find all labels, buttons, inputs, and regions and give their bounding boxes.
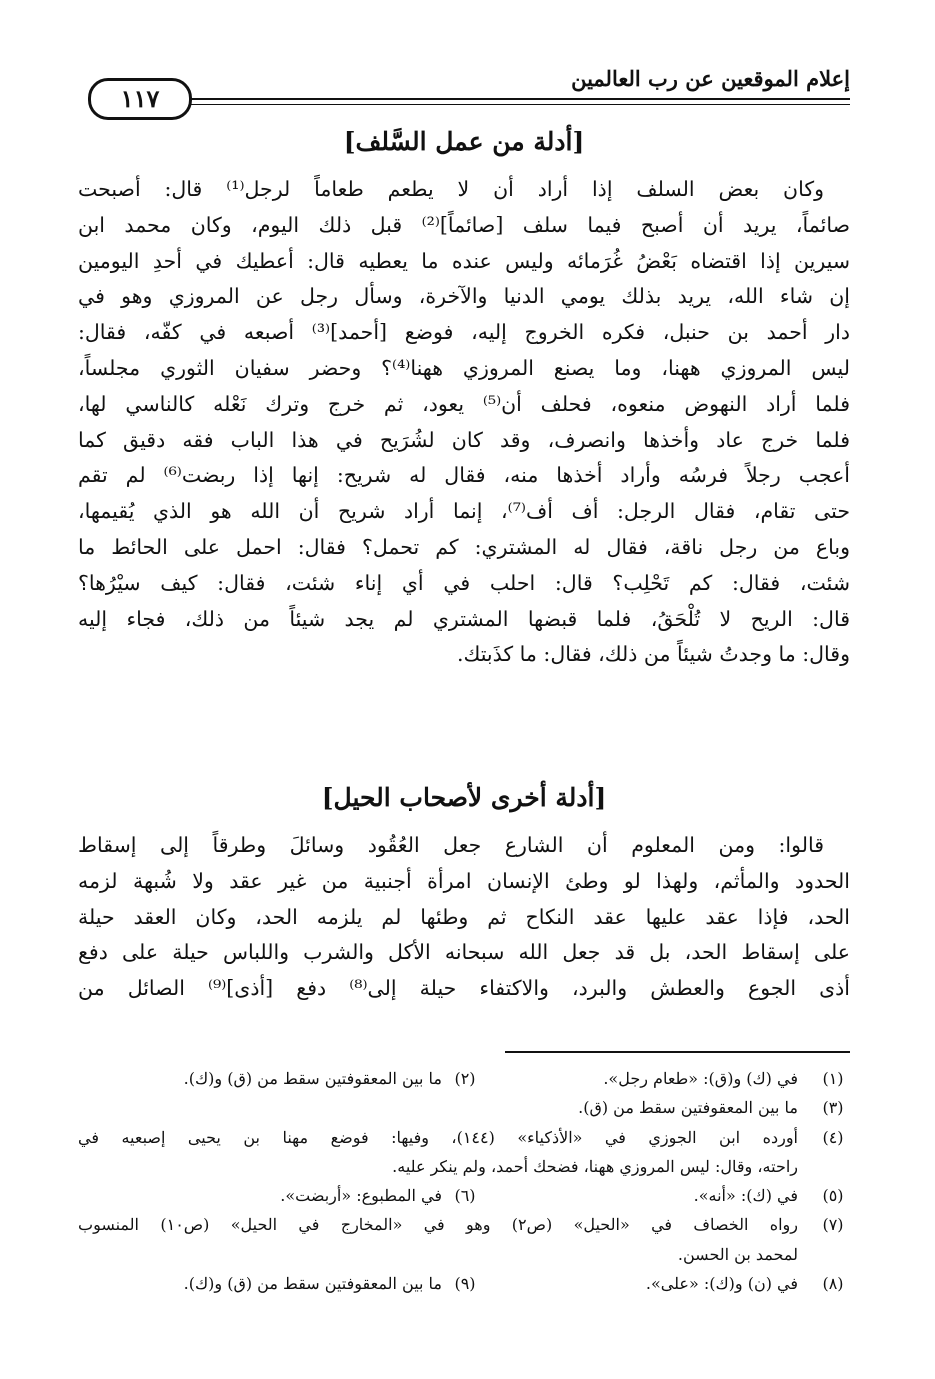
paragraph-salaf [78,172,850,673]
footnotes [78,1064,850,1298]
footnote-row [78,1181,850,1210]
text-line: الحد، فإذا عقد عليها عقد النكاح ثم وطئها لم يلزمه الحد، وكان العقد حيلة [78,904,850,929]
section-heading-hiyal: [أدلة أخرى لأصحاب الحيل] [321,783,607,812]
text-line: وكان بعض السلف إذا أراد أن لا يطعم طعاماً لرجل⁽¹⁾ قال: أصبحت [78,177,824,201]
footnote-3 [78,1093,850,1122]
header-rule [190,98,850,100]
footnote-row [78,1269,850,1298]
footnote-text: رواه الخصاف في «الحيل» (ص٢) وهو في «المخارج في الحيل» (ص١٠) المنسوب [78,1215,799,1235]
text-line: أعجب رجلاً فرسُه وأراد أخذها منه، فقال له شريح: إنها إذا ربضت⁽⁶⁾ لم تقم [78,463,850,488]
text-line: سيرين إذا اقتضاه بَعْضُ غُرَمائه وليس عنده ما يعطيه قال: أعطيك في أحدِ اليومين [78,248,850,273]
footnote-text: راحته، وقال: ليس المروزي ههنا، فضحك أحمد، ولم ينكر عليه. [392,1156,798,1176]
footnote-text: لمحمد بن الحسن. [677,1244,798,1264]
page-number: ١١٧ [88,78,192,120]
text-line: دار أحمد بن حنبل، فكره الخروج إليه، فوضع [أحمد]⁽³⁾ أصبعه في كفّه، فقال: [78,320,850,345]
footnote-number: (١) [822,1069,844,1088]
footnote-text: ما بين المعقوفتين سقط من (ق) و(ك). [183,1069,442,1088]
text-line: وقال: ما وجدتُ شيئاً من ذلك، فقال: ما كذَبتك. [456,642,850,667]
text-line: قال: الريح لا تُلْحَقُ، فلما قبضها المشتري لم يجد شيئاً من ذلك، فجاء إليه [78,606,850,631]
footnote-7-continued [78,1240,850,1269]
text-line: على إسقاط الحد، بل قد جعل الله سبحانه الأكل والشرب واللباس حيلة على دفع [78,940,850,965]
footnote-7 [78,1210,850,1239]
footnote-4 [78,1123,850,1152]
section-heading-salaf: [أدلة من عمل السَّلف] [343,127,585,156]
footnote-number: (٣) [822,1098,844,1118]
footnote-text: في (ك) و(ق): «طعام رجل». [603,1069,798,1088]
paragraph-hiyal [78,828,850,1007]
text-line: صائماً، يريد أن أصبح فيما سلف [صائماً]⁽²⁾ قبل ذلك اليوم، وكان محمد ابن [78,212,850,237]
footnote-row [78,1064,850,1093]
text-line: أذى الجوع والعطش والبرد، والاكتفاء حيلة إلى⁽⁸⁾ دفع [أذى]⁽⁹⁾ الصائل من [78,976,850,1001]
running-header [78,58,850,114]
text-line: قالوا: ومن المعلوم أن الشارع جعل العُقُود وسائلَ وطرقاً إلى إسقاط [78,833,824,857]
footnote-text: ما بين المعقوفتين سقط من (ق) و(ك). [183,1274,442,1294]
footnote-text: ما بين المعقوفتين سقط من (ق). [578,1098,798,1118]
footnote-number: (٤) [822,1127,844,1147]
text-line: فلما خرج عاد وأخذها وانصرف، وقد كان لشُرَيح في هذا الباب فقه دقيق كما [78,427,850,452]
text-line: شئت، فقال: كم تَحْلِب؟ قال: احلب في أي إناء شئت، فقال: كيف سيْرُها؟ [78,570,850,595]
footnote-number: (٦) [454,1186,476,1206]
footnote-4-continued [78,1152,850,1181]
text-line: ليس المروزي ههنا، وما يصنع المروزي ههنا⁽⁴⁾؟ وحضر سفيان الثوري مجلساً، [78,355,850,380]
text-line: إن شاء الله، يريد بذلك يومي الدنيا والآخرة، وسأل رجل عن المروزي وهو في [78,284,850,309]
footnote-text: أورده ابن الجوزي في «الأذكياء» (١٤٤)، وفيها: فوضع مهنا بن يحيى إصبعيه في [78,1127,799,1147]
footnote-number: (٢) [454,1069,476,1088]
footnote-text: في المطبوع: «أربضت». [280,1186,442,1206]
text-line: الحدود والمأثم، ولهذا لو وطئ الإنسان امرأة أجنبية من غير عقد ولا شُبهة لزمه [78,868,850,893]
text-line: حتى تقام، فقال الرجل: أف أف⁽⁷⁾، إنما أراد شريح أن الله هو الذي يُقيمها، [78,499,850,524]
footnote-text: في (ك): «أنه». [693,1186,798,1206]
footnote-number: (٥) [822,1186,844,1206]
header-rule-thin [190,104,850,105]
footnote-text: في (ن) و(ك): «على». [645,1274,798,1294]
footnote-number: (٧) [822,1215,844,1235]
footnote-number: (٩) [454,1274,476,1294]
text-line: فلما أراد النهوض منعوه، فحلف أن⁽⁵⁾ يعود، ثم خرج وترك نَعْله كالناسي لها، [78,391,850,416]
footnote-separator [505,1051,850,1053]
book-title: إعلام الموقعين عن رب العالمين [571,66,850,91]
footnote-number: (٨) [822,1274,844,1294]
text-line: وباع من رجل ناقة، فقال له المشتري: كم تحمل؟ فقال: احمل على الحائط ما [78,534,850,559]
